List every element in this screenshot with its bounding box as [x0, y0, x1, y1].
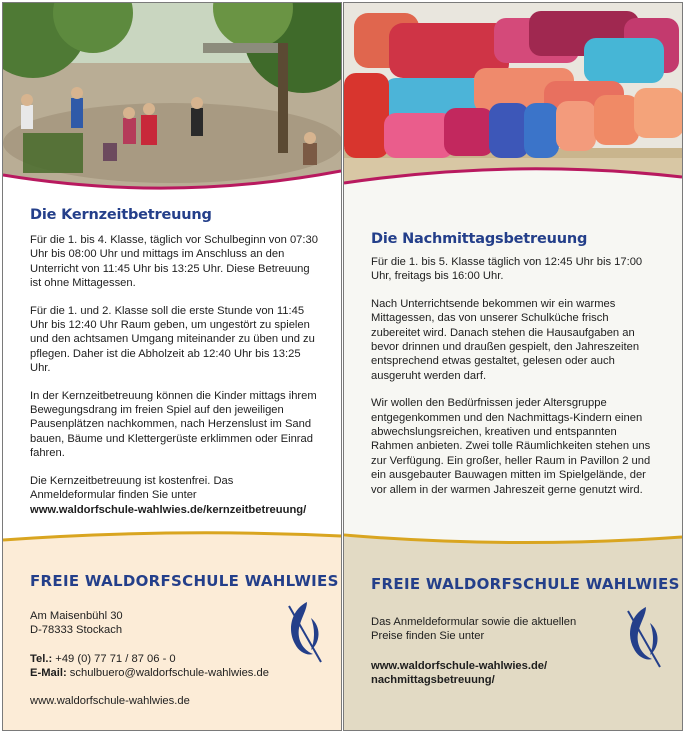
gold-curve — [344, 527, 682, 557]
phone-number[interactable]: +49 (0) 77 71 / 87 06 - 0 — [55, 653, 176, 665]
afternoon-link[interactable] — [371, 659, 547, 688]
school-logo-icon — [281, 596, 327, 668]
school-name: FREIE WALDORFSCHULE WAHLWIES — [371, 575, 680, 593]
website-link[interactable]: www.waldorfschule-wahlwies.de — [30, 695, 190, 707]
left-panel — [2, 2, 342, 731]
paragraph: Für die 1. bis 4. Klasse, täglich vor Schulbeginn von 07:30 Uhr bis 08:00 Uhr und mittags im Anschluss an den Unterricht von 11:45 Uhr bis 13:25 Uhr. Diese Betreuung ist ohne Mittagessen. — [30, 234, 318, 290]
city: D-78333 Stockach — [30, 624, 123, 637]
paragraph: In der Kernzeitbetreuung können die Kinder mittags ihrem Bewegungsdrang im freien Spiel auf den jeweiligen Pausenplätzen nachkommen, nach Herzenslust im Sand bauen, Bäume und Klettergerüste erklimmen oder Einrad fahren. — [30, 389, 317, 460]
gold-curve — [3, 526, 341, 556]
magenta-curve — [3, 153, 341, 203]
section-title: Die Nachmittagsbetreuung — [371, 231, 588, 247]
registration-text: Das Anmeldeformular sowie die aktuellen Preise finden Sie unter — [371, 616, 577, 643]
email-label: E-Mail: — [30, 667, 67, 680]
address — [30, 609, 123, 638]
url-line[interactable]: www.waldorfschule-wahlwies.de/ — [371, 660, 548, 672]
paragraph: Für die 1. und 2. Klasse soll die erste Stunde von 11:45 Uhr bis 12:40 Uhr Raum geben, um ungestört zu spielen und den achtsamen Umgang miteinander zu üben und zu pflegen. Daher ist die Abholzeit ab 12:40 Uhr bis 13:25 Uhr. — [30, 304, 315, 375]
school-name: FREIE WALDORFSCHULE WAHLWIES — [30, 572, 339, 590]
address-footer — [3, 534, 341, 731]
section-body — [371, 255, 659, 497]
paragraph: Die Kernzeitbetreuung ist kostenfrei. Das Anmeldeformular finden Sie unter — [30, 474, 234, 502]
tel-label: Tel.: — [30, 653, 53, 665]
section-title: Die Kernzeitbetreuung — [30, 207, 212, 223]
url-line[interactable]: nachmittagsbetreuung/ — [371, 674, 495, 687]
paragraph: Nach Unterrichtsende bekommen wir ein warmes Mittagessen, das von unserer Schulküche frisch zubereitet wird. Danach stehen die Hausaufgaben an bevor drinnen und draußen gespielt, den Jahreszeiten entsprechend etwas gestaltet, gelesen oder auch ausgeruht werden darf. — [371, 297, 640, 382]
registration-link[interactable]: www.waldorfschule-wahlwies.de/kernzeitbetreuung/ — [30, 503, 307, 516]
paragraph: Wir wollen den Bedürfnissen jeder Altersgruppe entgegenkommen und den Nachmittags-Kindern einen abwechslungsreichen, kreativen und entspannten Rahmen anbieten. Zwei tolle Räumlichkeiten stehen uns zur Verfügung. Ein großer, heller Raum in Pavillon 2 und ein ausgebauter Bauwagen mitten im Spielgelände, der vor allem in der warmen Jahreszeit gerne genutzt wird. — [371, 397, 651, 496]
magenta-curve — [344, 153, 682, 203]
street: Am Maisenbühl 30 — [30, 610, 123, 622]
section-body — [30, 233, 320, 517]
registration-footer — [344, 537, 682, 731]
email-link[interactable]: schulbuero@waldorfschule-wahlwies.de — [69, 667, 269, 680]
paragraph: Für die 1. bis 5. Klasse täglich von 12:45 Uhr bis 17:00 Uhr, freitags bis 16:00 Uhr. — [371, 256, 643, 283]
school-logo-icon — [620, 601, 666, 673]
right-panel — [343, 2, 683, 731]
contact — [30, 652, 269, 681]
